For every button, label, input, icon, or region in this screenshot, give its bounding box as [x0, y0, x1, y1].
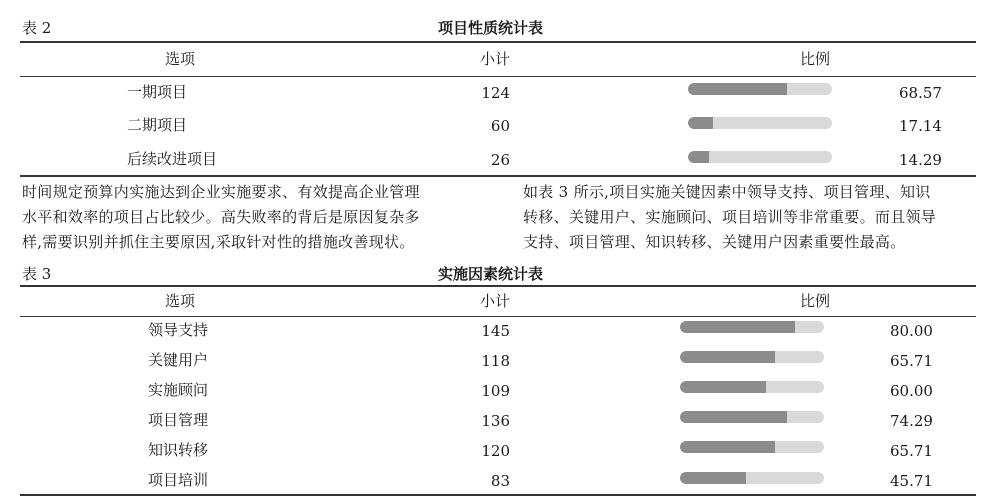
- row-name: 二期项目: [127, 116, 188, 134]
- row-name: 一期项目: [127, 83, 188, 101]
- ratio-bar-fill: [680, 411, 787, 423]
- row-name: 后续改进项目: [127, 150, 218, 168]
- ratio-bar-fill: [688, 117, 713, 129]
- ratio-bar: [688, 151, 832, 163]
- row-name: 领导支持: [148, 321, 209, 339]
- table2-bottom-rule: [20, 175, 976, 177]
- left-paragraph-line: 水平和效率的项目占比较少。高失败率的背后是原因复杂多: [22, 208, 420, 226]
- ratio-bar-fill: [680, 472, 746, 484]
- ratio-bar: [680, 472, 824, 484]
- row-ratio: 17.14: [899, 117, 942, 135]
- row-ratio: 68.57: [899, 84, 942, 102]
- row-ratio: 14.29: [899, 151, 942, 169]
- table3-top-rule: [20, 285, 976, 287]
- row-name: 项目管理: [148, 411, 209, 429]
- table2-header-option: 选项: [165, 50, 196, 68]
- row-ratio: 74.29: [890, 412, 933, 430]
- ratio-bar: [680, 381, 824, 393]
- ratio-bar: [680, 441, 824, 453]
- row-count: 120: [481, 442, 510, 460]
- table3-title: 实施因素统计表: [438, 265, 544, 283]
- row-name: 知识转移: [148, 441, 209, 459]
- ratio-bar: [680, 321, 824, 333]
- row-count: 118: [481, 352, 510, 370]
- table2-top-rule: [20, 41, 976, 43]
- row-count: 26: [490, 151, 510, 169]
- right-paragraph-line: 如表 3 所示,项目实施关键因素中领导支持、项目管理、知识: [523, 183, 931, 201]
- ratio-bar: [688, 117, 832, 129]
- ratio-bar: [680, 411, 824, 423]
- table2-header-rule: [20, 76, 976, 77]
- table3-header-rule: [20, 316, 976, 317]
- row-ratio: 65.71: [890, 442, 933, 460]
- table2-header-count: 小计: [480, 50, 511, 68]
- row-name: 关键用户: [148, 351, 209, 369]
- table3-bottom-rule: [20, 494, 976, 496]
- row-count: 145: [481, 322, 510, 340]
- ratio-bar-fill: [680, 321, 795, 333]
- row-name: 项目培训: [148, 471, 209, 489]
- table2-label: 表 2: [22, 19, 52, 37]
- table3-header-count: 小计: [480, 292, 511, 310]
- row-count: 83: [490, 472, 510, 490]
- left-paragraph: [22, 180, 492, 255]
- ratio-bar-fill: [688, 151, 709, 163]
- row-ratio: 65.71: [890, 352, 933, 370]
- row-count: 109: [481, 382, 510, 400]
- row-ratio: 60.00: [890, 382, 933, 400]
- row-name: 实施顾问: [148, 381, 209, 399]
- left-paragraph-line: 样,需要识别并抓住主要原因,采取针对性的措施改善现状。: [22, 233, 415, 251]
- right-paragraph: [523, 180, 983, 255]
- row-count: 124: [481, 84, 510, 102]
- right-paragraph-line: 支持、项目管理、知识转移、关键用户因素重要性最高。: [523, 233, 906, 251]
- ratio-bar-fill: [680, 351, 775, 363]
- row-count: 60: [490, 117, 510, 135]
- ratio-bar-fill: [680, 381, 766, 393]
- left-paragraph-line: 时间规定预算内实施达到企业实施要求、有效提高企业管理: [22, 183, 420, 201]
- table3-header-option: 选项: [165, 292, 196, 310]
- ratio-bar-fill: [680, 441, 775, 453]
- ratio-bar-fill: [688, 83, 787, 95]
- right-paragraph-line: 转移、关键用户、实施顾问、项目培训等非常重要。而且领导: [523, 208, 937, 226]
- table3-header-ratio: 比例: [800, 292, 831, 310]
- ratio-bar: [688, 83, 832, 95]
- row-count: 136: [481, 412, 510, 430]
- table3-label: 表 3: [22, 265, 52, 283]
- row-ratio: 45.71: [890, 472, 933, 490]
- table2-title: 项目性质统计表: [438, 19, 544, 37]
- table2-header-ratio: 比例: [800, 50, 831, 68]
- row-ratio: 80.00: [890, 322, 933, 340]
- ratio-bar: [680, 351, 824, 363]
